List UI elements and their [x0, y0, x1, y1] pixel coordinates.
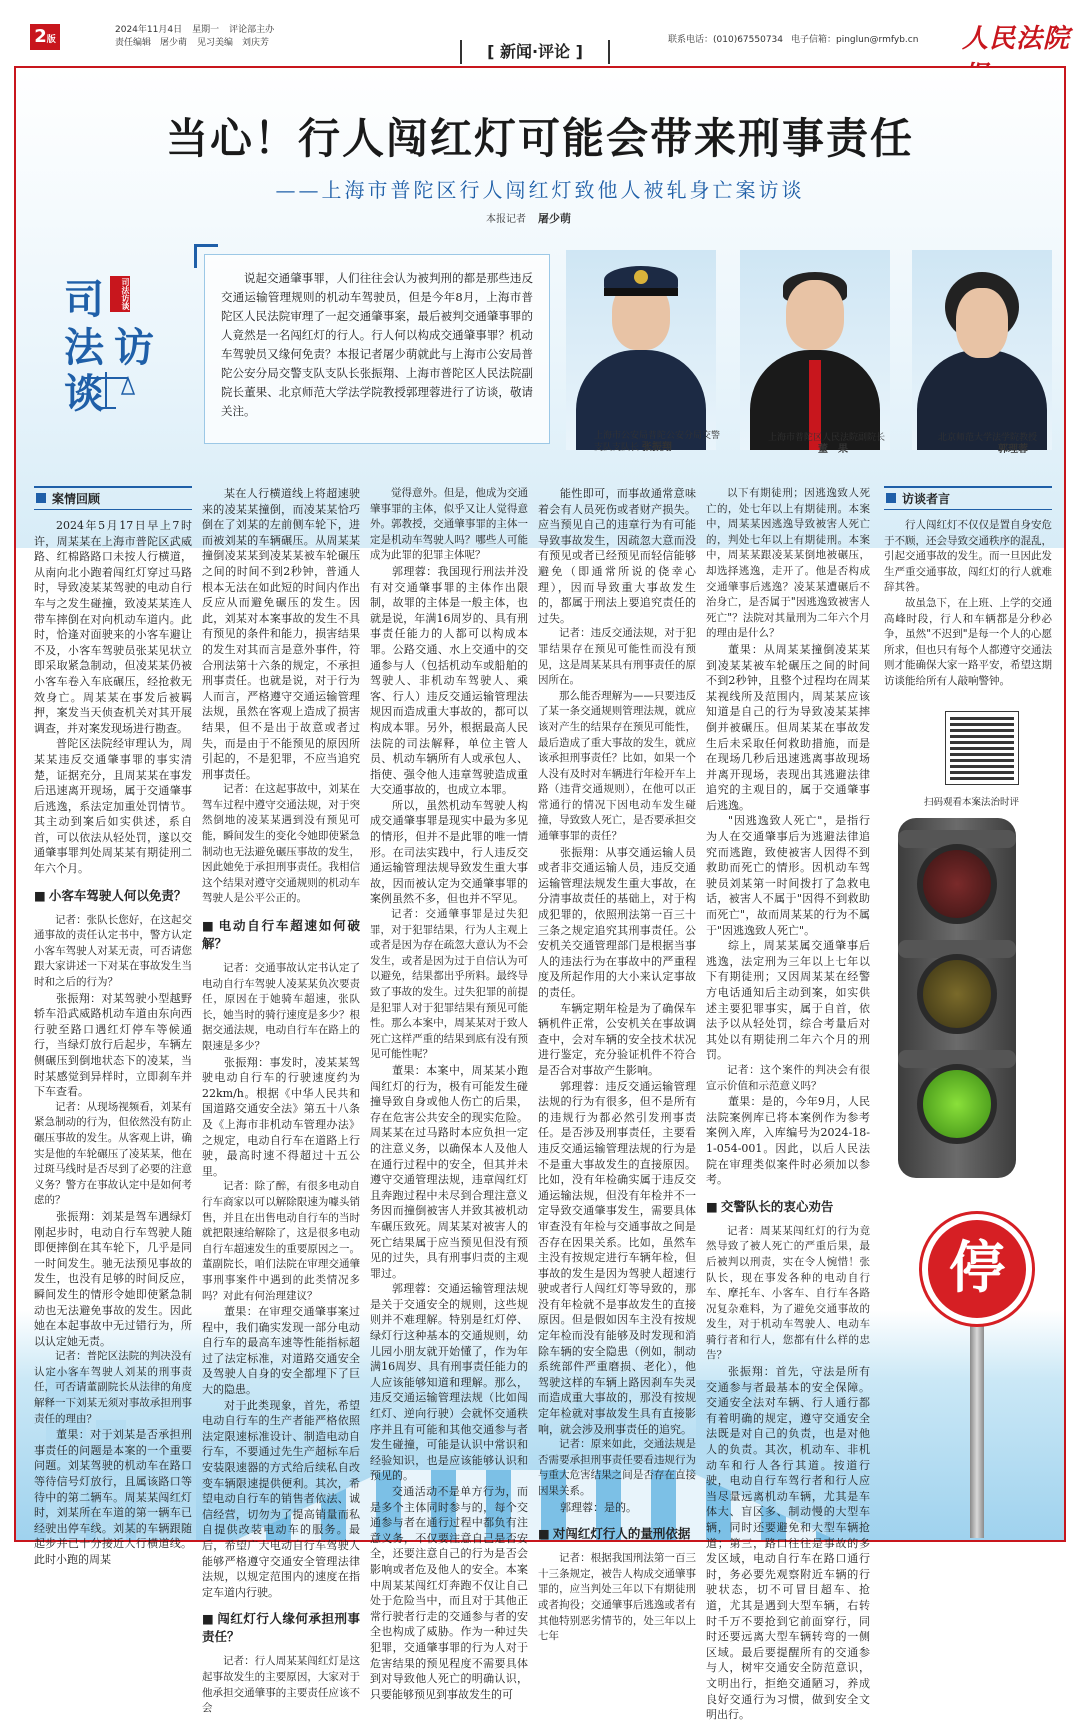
contact-info: [668, 32, 926, 45]
subheading: ■ 对闯红灯行人的量刑依据: [538, 1525, 696, 1543]
paragraph: 车辆定期年检是为了确保车辆机件正常，公安机关在事故调查中，会对车辆的安全技术状况进行鉴定，充分验证机件不符合是否合对事故产生影响。: [538, 1001, 696, 1077]
justice-scale-icon: [76, 368, 136, 412]
answer: 郭理蓉：交通运输管理法规是关于交通安全的规则，这些规则并不难理解。特别是红灯停、绿灯行这种基本的交通规则，幼儿园小朋友就开始懂了，作为年满16周岁、具有刑事责任能力的人应该能够知道和理解。那么，违反交通运输管理法规（比如闯红灯、逆向行驶）会就怀交通秩序并且有可能和其他交通参与者发生碰撞，可能是认识中常识和经验知识，也是应该能够认识和预见的。: [370, 1282, 528, 1483]
answer: 董果：从周某某撞倒凌某某到凌某某被车轮碾压之间的时间不到2秒钟，且整个过程均在周某某视线所及范围内，周某某应该知道是自己的行为导致凌某某摔倒并被碾压。但周某某在事故发生后未采取任何救助措施，而是在现场几秒后迅速逃离事故现场并离开现场，表现出其逃避法律追究的主观目的，属于交通肇事后逃逸。: [706, 642, 870, 812]
photo-guo-lirong: [912, 250, 1052, 450]
article-title: 当心！行人闯红灯可能会带来刑事责任: [165, 114, 914, 163]
article-subtitle: ——上海市普陀区行人闯红灯致他人被轧身亡案访谈: [275, 178, 805, 202]
reporter-question: 记者：原来如此，交通法规是否需要承担刑事责任要看违规行为与重大危害结果之间是否存在直接因果关系。: [538, 1438, 696, 1497]
paragraph: 2024年5月17日早上7时许，周某某在上海市普陀区武威路、红棉路路口未按人行横道，从南向北小跑着闯红灯穿过马路时，导致凌某某驾驶的电动自行车与之发生碰撞，致凌某某连人带车摔倒在对向机动车道内。此时，恰逢对面驶来的小客车避让不及，小客车驾驶员张某见状立即采取紧急制动，但凌某某仍被小客车卷入车底碾压，经抢救无效身亡。周某某在事发后被羁押，案发当天侦查机关对其开展调查，并对案发现场进行勘查。: [34, 519, 192, 735]
page-number: 2版: [30, 24, 60, 50]
page-header: [0, 0, 1080, 64]
caption-guo: 北京师范大学法学院教授 郭理蓉: [938, 433, 1038, 455]
reporter-question: 那么能否理解为——只要违反了某一条交通规则管理法规，就应该对产生的结果存在预见可能性，最后造成了重大事故的发生，就应该承担刑事责任？比如，如果一个人没有及时对车辆进行年检开车上路（违背交通规则），在他可以正常通行的情况下因电动车发生碰撞，导致致人死亡，是否要承担交通肇事罪的责任？: [538, 689, 696, 843]
caption-dong: 上海市普陀区人民法院副院长 董 果: [768, 433, 886, 455]
answer: 张振翔：事发时，凌某某驾驶电动自行车的行驶速度约为22km/h。根据《中华人民共和国道路交通安全法》第五十八条及《上海市非机动车管理办法》之规定，电动自行车在道路上行驶，最高时速不得超过十五公里。: [202, 1055, 360, 1178]
subheading: ■ 交警队长的衷心劝告: [706, 1198, 870, 1216]
reporter-question: 记者：普陀区法院的判决没有认定小客车驾驶人刘某的刑事责任，可否请董副院长从法律的角度解释一下刘某无须对事故承担刑事责任的理由？: [34, 1350, 192, 1425]
case-review-heading: 案情回顾: [34, 486, 192, 510]
reporter-question: 记者：这个案件的判决会有很宣示价值和示范意义吗？: [706, 1063, 870, 1092]
paragraph: 所以，虽然机动车驾驶人构成交通肇事罪是现实中最为多见的情形，但并不是此罪的唯一情形。在司法实践中，行人违反交通运输管理法规导致发生重大事故，因而被认定为交通肇事罪的案例虽然不多，但也并不罕见。: [370, 798, 528, 906]
red-light: [917, 844, 997, 924]
yellow-light: [917, 954, 997, 1034]
answer: 董果：是的，今年9月，人民法院案例库已将本案例作为参考案例入库，入库编号为2024-18-1-054-001。因此，以后人民法院在审理类似案件时必须加以参考。: [706, 1095, 870, 1187]
column-seal: 司法访谈: [110, 276, 130, 312]
stop-sign: 停: [922, 1214, 1032, 1324]
subheading: ■ 电动自行车超速如何破解？: [202, 917, 360, 953]
column-logo: 司 司法访谈 法 访 谈: [64, 276, 154, 417]
qr-code-label: 扫码观看本案法治时评: [924, 797, 1020, 808]
paragraph: "因逃逸致人死亡"，是指行为人在交通肇事后为逃避法律追究而逃跑，致使被害人因得不到救助而死亡的情形。因机动车驾驶员刘某第一时间拨打了急救电话，被害人不属于"因得不到救助而死亡"，故而周某某的行为不属于"因逃逸致人死亡"。: [706, 814, 870, 937]
article-frame: [14, 66, 1066, 1722]
answer: 郭理蓉：违反交通运输管理法规的行为有很多，但不是所有的违规行为都必然引发刑事责任。是否涉及刑事责任，主要看违反交通运输管理法规的行为是不是重大事故发生的直接原因。比如，没有年检确实属于违反交通运输法规，但没有年检并不一定导致交通肇事发生，需要具体审查没有年检与交通事故之间是否存在因果关系。比如，虽然车主没有按规定进行车辆年检，但事故的发生是因为驾驶人超速行驶或者行人闯红灯等导致的，那没有年检就不是事故发生的直接原因。但是假如因车主没有按规定年检而没有能够及时发现和消除车辆的安全隐患（例如，制动系统部件严重磨损、老化），他驾驶这样的车辆上路因刹车失灵而造成重大事故的，那没有按规定年检就对事故发生具有直接影响，就会涉及刑事责任的追究。: [538, 1079, 696, 1436]
paragraph: 能性即可，而事故通常意味着会有人员死伤或者财产损失。应当预见自己的违章行为有可能导致事故发生，因疏忽大意而没有预见或者已经预见而轻信能够避免（即通常所说的侥幸心理），因而导致重大事故发生的，都属于刑法上要追究责任的过失。: [538, 487, 696, 625]
photo-dong-guo: [740, 250, 890, 450]
byline: 本报记者 屠少萌: [486, 212, 571, 225]
traffic-light-illustration: [892, 818, 1062, 1538]
subheading: ■ 闯红灯行人缘何承担刑事责任？: [202, 1610, 360, 1646]
paragraph: 普陀区法院经审理认为，周某某违反交通肇事罪的事实清楚，证据充分，且周某某在事发后迅速离开现场，属于交通肇事后逃逸，系法定加重处罚情节。其主动到案后如实供述，系自首，可以依法从轻处罚，遂以交通肇事罪判处周某某有期徒刑二年六个月。: [34, 737, 192, 876]
section-editor: 评论部主办: [229, 25, 275, 35]
reporter-question: 记者：张队长您好，在这起交通事故的责任认定书中，警方认定小客车驾驶人对某无责，可否请您跟大家讲述一下对某在事故发生当时和之后的行为？: [34, 913, 192, 989]
subheading: ■ 小客车驾驶人何以免责？: [34, 887, 192, 905]
reporter-question: 记者：交通肇事罪是过失犯罪，对于犯罪结果，行为人主观上或者是因为存在疏忽大意认为不会发生，或者是因为过于自信认为可以避免，结果都出乎所料。最终导致了事故的发生。过失犯罪的前提是犯罪人对于犯罪结果有预见可能性。那么本案中，周某某对于致人死亡这样严重的结果到底有没有预见可能性呢？: [370, 908, 528, 1061]
reporter-question: 记者：周某某闯红灯的行为竟然导致了被人死亡的严重后果，最后被判以刑责，实在令人惋惜！张队长，现在事发各种的电动自行车、摩托车、小客车、自行车各路况复杂难料，为了避免交通事故的发生，对于机动车驾驶人、电动车骑行者和行人，您都有什么样的忠告？: [706, 1224, 870, 1362]
text-column-2: [202, 486, 360, 1715]
contact-email: 电子信箱：pinglun@rmfyb.cn: [791, 35, 919, 45]
interviewer-notes-heading: 访谈者言: [884, 486, 1052, 510]
paragraph: 交通活动不是单方行为，而是多个主体同时参与的，每个交通参与者在通行过程中都负有注意义务，不仅要注意自己是否安全，还要注意自己的行为是否会影响或者危及他人的安全。本案中周某某闯红灯奔跑不仅让自己处于危险当中，而且对于其他正常行驶者行走的交通参与者的安全也构成了威胁。作为一种过失犯罪，交通肇事罪的行为人对于危害结果的预见程度不需要具体到对导致他人死亡的明确认识，只要能够预见到事故发生的可: [370, 1485, 528, 1701]
text-column-4: [538, 486, 696, 1643]
contact-phone: 联系电话：(010)67550734: [668, 35, 784, 45]
reporter-question: 记者：交通事故认定书认定了电动自行车驾驶人凌某某负次要责任，原因在于她骑车超速，张队长，她当时的骑行速度是多少？根据交通法规，电动自行车在路上的限速是多少？: [202, 962, 360, 1052]
issue-date: 2024年11月4日: [115, 25, 183, 35]
section-name: [ 新闻·评论 ]: [460, 40, 610, 64]
photo-zhang-zhenxiang: [566, 250, 716, 450]
answer: 董果：对于刘某是否承担刑事责任的问题是本案的一个重要问题。刘某驾驶的机动车在路口等待信号灯放行，且属该路口等待中的第二辆车。周某某闯红灯时，刘某所在车道的第一辆车已经驶出停车线。刘某的车辆跟随起步并已十分接近人行横道线。此时小跑的周某: [34, 1428, 192, 1566]
answer: 董果：本案中，周某某小跑闯红灯的行为，极有可能发生碰撞导致自身或他人伤亡的后果，存在危害公共安全的现实危险。周某某在过马路时本应负担一定的注意义务，以确保本人及他人在通行过程中的安全，但其并未遵守交通管理法规，违章闯红灯且奔跑过程中未尽到合理注意义务因而撞倒被害人并致其被机动车碾压致死。周某某对被害人的死亡结果属于应当预见但没有预见的过失，具有刑事归责的主观罪过。: [370, 1063, 528, 1280]
header-meta: [115, 24, 284, 50]
reporter-question: 以下有期徒刑；因逃逸致人死亡的，处七年以上有期徒刑。本案中，周某某因逃逸导致被害人死亡的，判处七年以上有期徒刑。本案中，周某某跟凌某某倒地被碾压，却选择逃逸，走开了。他是否构成交通肇事后逃逸？凌某某遭碾后不治身亡，是否属于"因逃逸致被害人死亡"？法院对其量刑为二年六个月的理由是什么？: [706, 487, 870, 640]
intern-editor: 见习美编 刘庆芳: [197, 38, 270, 48]
paragraph: 行人闯红灯不仅仅是置自身安危于不顾，还会导致交通秩序的混乱，引起交通事故的发生。而一旦因此发生严重交通事故，闯红灯的行人就难辞其咎。: [884, 519, 1052, 594]
paragraph: 故虽急下，在上班、上学的交通高峰时段，行人和车辆都是分秒必争，虽然"不迟到"是每一个人的心愿所求，但也只有每个人都遵守交通法则才能确保大家一路平安，希望这期访谈能给所有人敲响警钟。: [884, 596, 1052, 687]
caption-zhang: 上海市公安局普陀公安分局交警支队支队长 张振翔: [594, 431, 721, 453]
paper-logo: 人民法院: [962, 24, 1071, 54]
traffic-light-housing: [898, 818, 1016, 1178]
reporter-question: 记者：除了醉，有很多电动自行车商家以可以解除限速为噱头销售，并且在出售电动自行车的当时就把限速给解除了，这是很多电动自行车超速发生的重要原因之一。董副院长，咱们法院在审理交通肇事刑事案件中遇到的此类情况多吗？对此有何治理建议？: [202, 1180, 360, 1302]
editor: 责任编辑 屠少萌: [115, 38, 188, 48]
text-column-3: [370, 486, 528, 1701]
text-column-6: [884, 486, 1052, 706]
paragraph: 综上，周某某属交通肇事后逃逸，法定刑为三年以上七年以下有期徒刑；又因周某某在经警方电话通知后主动到案，如实供述主要犯罪事实，属于自首，依法予以从轻处罚，综合考量后对其处以有期徒刑二年六个月的刑罚。: [706, 939, 870, 1062]
paragraph: 对于此类现象，首先，希望电动自行车的生产者能严格依照法定限速标准设计、制造电动自行车，不要通过先生产超标车后安装限速器的方式给后续私自改变车辆限速提供便利。其次，希望电动自行车的销售者依法、诚信经营，切勿为了提高销量而私自提供改装电动车的服务。最后，希望广大电动自行车驾驶人能够严格遵守交通安全管理法律法规，以规定范围内的速度在指定车道内行驶。: [202, 1398, 360, 1599]
green-light: [917, 1064, 997, 1144]
answer: 张振翔：对某驾驶小型越野轿车沿武威路机动车道由东向西行驶至路口遇红灯停车等候通行，当绿灯放行后起步，车辆左侧碾压到倒地状态下的凌某，当时某感觉到异样时，立即刹车并下车查看。: [34, 991, 192, 1099]
answer: 张振翔：首先，守法是所有交通参与者最基本的安全保障。交通安全法对车辆、行人通行都有着明确的规定，遵守交通安全法既是对自己的负责，也是对他人的负责。其次，机动车、非机动车和行人各行其道。按道行驶，电动自行车驾行者和行人应当尽量远离机动车辆，尤其是车体大、盲区多、制动慢的大型车辆，同时还要避免和大型车辆抢道；第三，路口往往是事故的多发区域，电动自行车在路口通行时，务必要先观察附近车辆的行驶状态，切不可冒目超车、抢道，尤其是遇到大型车辆，右转时千万不要抢到它前面穿行，同时还要远离大型车辆转弯的一侧区域。最后要提醒所有的交通参与人，树牢交通安全防范意识，文明出行，拒绝交通陋习，养成良好交通行为习惯，做到安全文明出行。: [706, 1365, 870, 1722]
intro-paragraph: 说起交通肇事罪，人们往往会认为被判刑的都是那些违反交通运输管理规则的机动车驾驶员，但是今年8月，上海市普陀区人民法院审理了一起交通肇事案，最后被判交通肇事罪的人竟然是一名闯红灯的行人。行人何以构成交通肇事罪？机动车驾驶员又缘何免责？本报记者屠少萌就此与上海市公安局普陀公安分局交警支队支队长张振翔、上海市普陀区人民法院副院长董果、北京师范大学法学院教授郭理蓉进行了访谈，敬请关注。: [204, 254, 550, 444]
text-column-1: [34, 486, 192, 1566]
text-column-5: [706, 486, 870, 1722]
reporter-question: 记者：违反交通法规，对于犯罪结果存在预见可能性而没有预见，这是周某某具有刑事责任的原因所在。: [538, 627, 696, 687]
reporter-question: 记者：在这起事故中，刘某在驾车过程中遵守交通法规，对于突然倒地的凌某某遇到没有预见可能，瞬间发生的变化令她即使紧急制动也无法避免碾压事故的发生，因此她免于承担刑事责任。我相信这个结果对遵守交通规则的机动车驾驶人是公平公正的。: [202, 783, 360, 905]
qr-code[interactable]: [946, 712, 1018, 784]
answer: 张振翔：刘某是驾车遇绿灯刚起步时，电动自行车驾驶人随即便摔倒在其车轮下，几乎是同一时间发生。驰无法预见事故的发生，也没有足够的时间反应，瞬间发生的情形令她即使紧急制动也无法避免事故的发生。因此她在本起事故中无过错行为，所以认定她无责。: [34, 1209, 192, 1348]
answer: 郭理蓉：是的。: [560, 1500, 637, 1514]
paragraph: 某在人行横道线上将超速驶来的凌某某撞倒，而凌某某恰巧倒在了刘某的左前侧车轮下，进而被刘某的车辆碾压。从周某某撞倒凌某某到凌某某被车轮碾压之间的时间不到2秒钟，普通人根本无法在如此短的时间内作出反应从而避免碾压的发生。因此，刘某对本案事故的发生不具有预见的条件和能力，损害结果的发生对其而言是意外事件，符合刑法第十六条的规定，不承担刑事责任。也就是说，对于行为人而言，严格遵守交通运输管理法规，虽然在客观上造成了损害结果，但不是出于故意或者过失，而是由于不能预见的原因所引起的，不是犯罪，不应当追究刑事责任。: [202, 487, 360, 781]
answer: 张振翔：从事交通运输人员或者非交通运输人员，违反交通运输管理法规发生重大事故，在分清事故责任的基础上，对于构成犯罪的，依照刑法第一百三十三条之规定追究其刑事责任。公安机关交通管理部门是根据当事人的违法行为在事故中的严重程度及所起作用的大小来认定事故的责任。: [538, 845, 696, 999]
answer: 郭理蓉：我国现行刑法并没有对交通肇事罪的主体作出限制，故罪的主体是一般主体，也就是说，年满16周岁的、具有刑事责任能力的人都可以构成本罪。公路交通、水上交通中的交通参与人（包括机动车或船舶的驾驶人、非机动车驾驶人、乘客、行人）违反交通运输管理法规因而造成重大事故的，都可以构成本罪。另外，根据最高人民法院的司法解释，单位主管人员、机动车辆所有人或承包人、指使、强令他人违章驾驶造成重大交通事故的，也成立本罪。: [370, 564, 528, 797]
reporter-question: 记者：行人周某某闯红灯是这起事故发生的主要原因，大家对于他承担交通肇事的主要责任应该不会: [202, 1655, 360, 1715]
answer: 董果：在审理交通肇事案过程中，我们确实发现一部分电动自行车的最高车速等性能指标超过了法定标准，对道路交通安全及驾驶人自身的安全都埋下了巨大的隐患。: [202, 1305, 360, 1397]
issue-weekday: 星期一: [192, 25, 220, 35]
reporter-question: 记者：从现场视频看，刘某有紧急制动的行为，但依然没有防止碾压事故的发生。从客观上讲，确实是他的车轮碾压了凌某某，他在过斑马线时是否尽到了必要的注意义务？警方在事故认定中是如何考虑的？: [34, 1100, 192, 1207]
reporter-question: 记者：根据我国刑法第一百三十三条规定，被告人构成交通肇事罪的，应当判处三年以下有期徒刑或者拘役；交通肇事后逃逸或者有其他特别恶劣情节的，处三年以上七年: [538, 1552, 696, 1643]
reporter-question: 觉得意外。但是，他成为交通肇事罪的主体，似乎又让人觉得意外。郭教授，交通肇事罪的主体一定是机动车驾驶人吗？哪些人可能成为此罪的犯罪主体呢？: [370, 487, 528, 562]
